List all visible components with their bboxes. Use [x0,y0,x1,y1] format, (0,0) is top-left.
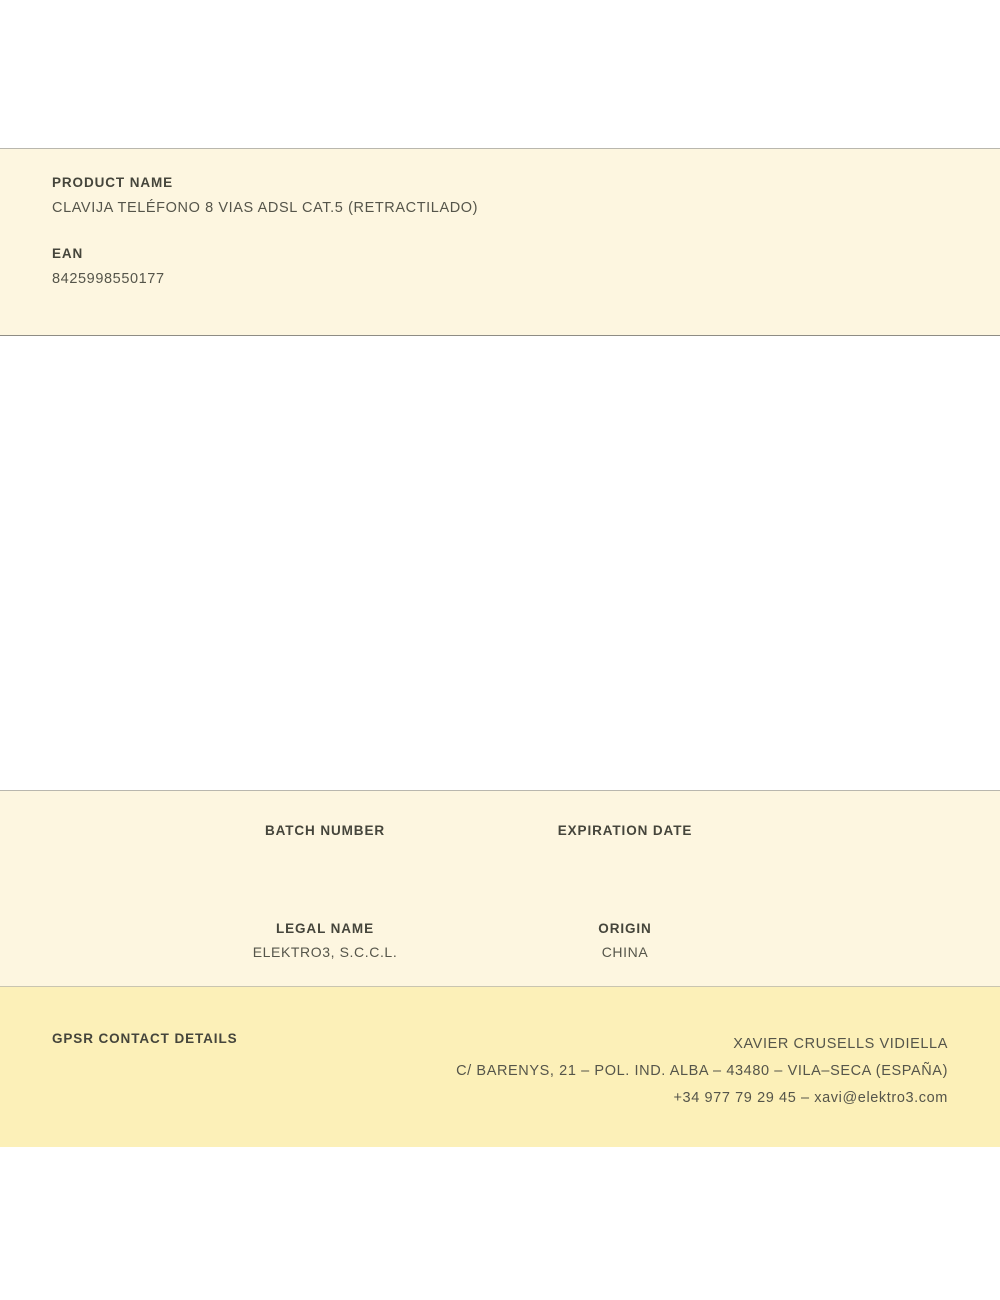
gpsr-contact-inner [52,987,948,1111]
gpsr-contact-block [0,987,1000,1147]
row-right-spacer [775,823,1000,864]
row-left-spacer [0,823,175,864]
product-info-block [0,148,1000,336]
expiration-date-field [475,823,775,864]
batch-row [0,791,1000,864]
gpsr-contact-lines [456,1031,948,1111]
legal-row [0,864,1000,962]
product-name-value: CLAVIJA TELÉFONO 8 VIAS ADSL CAT.5 (RETRACTILADO) [52,200,479,216]
gpsr-contact-label: GPSR CONTACT DETAILS [52,1031,238,1046]
legal-row-right-spacer [775,921,1000,962]
field-spacer [52,216,948,246]
ean-label: EAN [52,246,84,261]
origin-label: ORIGIN [598,921,652,936]
gpsr-contact-phone-email: +34 977 79 29 45 – xavi@elektro3.com [673,1089,948,1106]
batch-number-field [175,823,475,864]
ean-value: 8425998550177 [52,271,165,287]
legal-name-label: LEGAL NAME [275,921,374,936]
legal-row-left-spacer [0,921,175,962]
batch-number-label: BATCH NUMBER [264,823,386,838]
bottom-blank-area [0,1147,1000,1300]
legal-name-value: ELEKTRO3, S.C.C.L. [252,944,398,960]
expiration-date-label: EXPIRATION DATE [557,823,693,838]
origin-field [475,921,775,962]
batch-number-value [175,846,475,864]
origin-value: CHINA [601,944,649,960]
legal-name-field [175,921,475,962]
image-placeholder-area [0,336,1000,790]
batch-legal-block [0,790,1000,987]
product-name-label: PRODUCT NAME [52,175,174,190]
gpsr-contact-address: C/ BARENYS, 21 – POL. IND. ALBA – 43480 – VILA–SECA (ESPAÑA) [456,1062,948,1079]
expiration-date-value [475,846,775,864]
gpsr-contact-name: XAVIER CRUSELLS VIDIELLA [733,1036,948,1052]
product-info-inner [0,149,1000,287]
